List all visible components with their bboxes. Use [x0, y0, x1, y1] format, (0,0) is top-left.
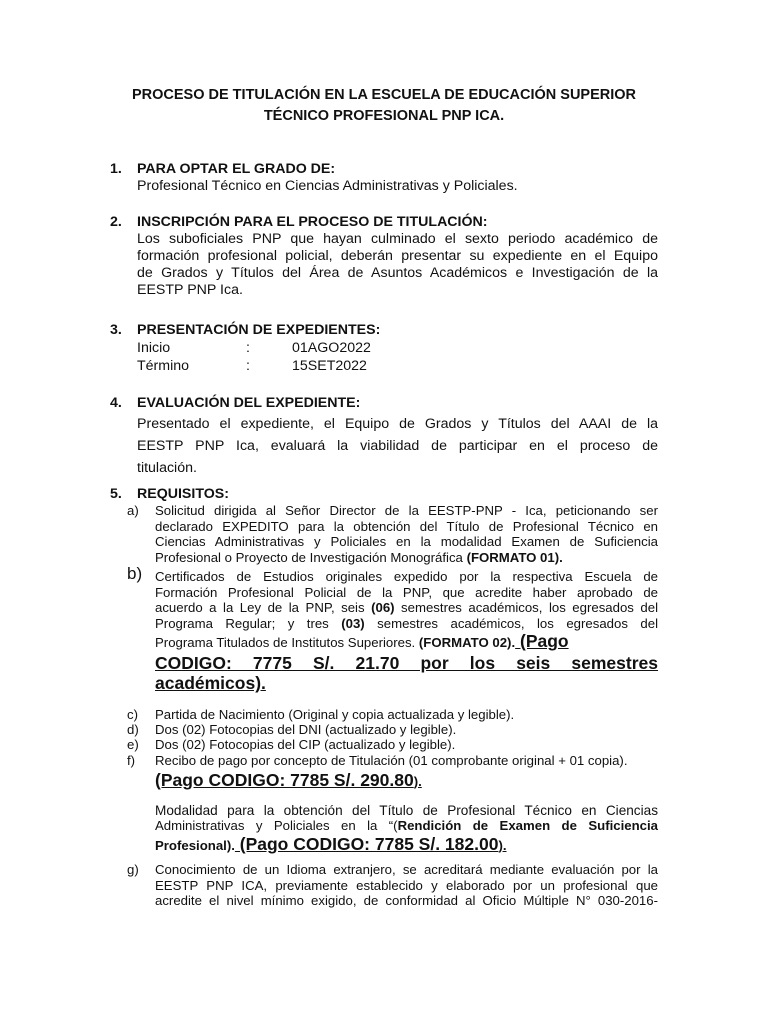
- item-line-text: semestres académicos, los egresados del: [364, 615, 658, 631]
- item-label: g): [127, 862, 139, 877]
- item-line-text: Programa Titulados de Institutos Superiores.: [155, 635, 419, 651]
- section-number: 3.: [110, 322, 122, 338]
- paragraph-line: EESTP PNP Ica.: [137, 282, 243, 298]
- modality-line: Modalidad para la obtención del Título de Profesional Técnico en Ciencias: [155, 802, 658, 818]
- start-date: 01AGO2022: [292, 340, 371, 356]
- item-label: d): [127, 722, 139, 737]
- payment-code-end: ).: [498, 837, 507, 853]
- item-line: Conocimiento de un Idioma extranjero, se acreditará mediante evaluación por la: [155, 862, 658, 877]
- payment-code-end: ).: [413, 773, 422, 789]
- item-line: [155, 631, 658, 651]
- item-line: Recibo de pago por concepto de Titulación (01 comprobante original + 01 copia).: [155, 753, 628, 768]
- payment-code: CODIGO: 7775 S/. 21.70 por los seis semestres: [155, 653, 658, 674]
- item-label: c): [127, 707, 138, 722]
- count-value: (03): [341, 615, 365, 631]
- payment-code: (Pago CODIGO: 7785 S/. 182.00: [234, 833, 499, 854]
- item-text: [155, 862, 658, 909]
- item-line: Ciencias Administrativas y Policiales en la modalidad Examen de Suficiencia: [155, 534, 658, 550]
- item-label: a): [127, 503, 139, 518]
- item-line: acredite el nivel mínimo exigido, de conformidad al Oficio Múltiple N° 030-2016-: [155, 893, 658, 909]
- item-line: [155, 616, 658, 632]
- format-reference: (FORMATO 01).: [466, 549, 563, 565]
- modality-line: [155, 818, 658, 834]
- modality-name: Rendición de Examen de Suficiencia: [397, 818, 658, 834]
- payment-code: académicos).: [155, 673, 266, 694]
- modality-text: Administrativas y Policiales en la “(: [155, 818, 398, 834]
- item-line-text: acuerdo a la Ley de la PNP, seis: [155, 600, 372, 616]
- section-heading: EVALUACIÓN DEL EXPEDIENTE:: [137, 395, 361, 411]
- item-text: Dos (02) Fotocopias del CIP (actualizado y legible).: [155, 737, 456, 752]
- item-line: declarado EXPEDITO para la obtención del Título de Profesional Técnico en: [155, 518, 658, 534]
- item-text: Dos (02) Fotocopias del DNI (actualizado y legible).: [155, 722, 457, 737]
- section-heading: REQUISITOS:: [137, 486, 229, 502]
- paragraph-line: Los suboficiales PNP que hayan culminado el sexto periodo académico de: [137, 231, 658, 247]
- item-line-text: semestres académicos, los egresados del: [394, 600, 659, 616]
- item-line-text: Programa Regular; y tres: [155, 615, 342, 631]
- item-line: Solicitud dirigida al Señor Director de la EESTP-PNP - Ica, peticionando ser: [155, 503, 658, 518]
- item-text: [155, 753, 658, 854]
- item-label: b): [127, 564, 143, 583]
- section-text: Profesional Técnico en Ciencias Administrativas y Policiales.: [137, 178, 518, 194]
- modality-line: [155, 834, 658, 854]
- start-label: Inicio: [137, 340, 171, 356]
- title-line-2: TÉCNICO PROFESIONAL PNP ICA.: [263, 108, 505, 124]
- section-number: 2.: [110, 214, 122, 230]
- format-reference: (FORMATO 02).: [418, 635, 516, 651]
- item-line: [155, 600, 658, 616]
- item-text: Partida de Nacimiento (Original y copia actualizada y legible).: [155, 707, 515, 722]
- document-title: [90, 85, 678, 127]
- paragraph-line: formación profesional policial, deberán presentar su expediente en el Equipo: [137, 248, 658, 264]
- dates-table: [137, 340, 437, 376]
- item-line: EESTP PNP ICA, previamente establecido y elaborado por un profesional que: [155, 877, 658, 893]
- payment-code: (Pago CODIGO: 7785 S/. 290.80: [155, 769, 414, 790]
- paragraph-line: EESTP PNP Ica, evaluará la viabilidad de participar en el proceso de: [137, 438, 658, 454]
- paragraph-line: de Grados y Títulos del Área de Asuntos Académicos e Investigación de la: [137, 265, 658, 281]
- section-paragraph: [137, 413, 658, 479]
- end-date: 15SET2022: [292, 358, 367, 374]
- item-line-text: Profesional o Proyecto de Investigación Monográfica: [155, 549, 467, 565]
- payment-code: (Pago: [515, 631, 569, 652]
- section-heading: INSCRIPCIÓN PARA EL PROCESO DE TITULACIÓN:: [137, 214, 488, 230]
- payment-line: [155, 770, 658, 790]
- paragraph-line: Presentado el expediente, el Equipo de Grados y Títulos del AAAI de la: [137, 416, 658, 432]
- modality-name: Profesional).: [155, 837, 235, 853]
- item-label: f): [127, 753, 136, 768]
- section-number: 1.: [110, 161, 122, 177]
- section-number: 4.: [110, 395, 122, 411]
- section-heading: PARA OPTAR EL GRADO DE:: [137, 161, 336, 177]
- section-paragraph: [137, 231, 658, 299]
- item-text: [155, 503, 658, 565]
- item-label: e): [127, 737, 139, 752]
- item-line: [155, 550, 658, 566]
- item-line: Formación Profesional Policial de la PNP, que acredite haber aprobado de: [155, 584, 658, 600]
- end-separator: :: [246, 358, 250, 374]
- start-separator: :: [246, 340, 250, 356]
- section-number: 5.: [110, 486, 122, 502]
- section-heading: PRESENTACIÓN DE EXPEDIENTES:: [137, 322, 381, 338]
- count-value: (06): [371, 600, 395, 616]
- paragraph-line: titulación.: [137, 460, 197, 476]
- item-text: [155, 569, 658, 693]
- item-line: Certificados de Estudios originales expedido por la respectiva Escuela de: [155, 569, 658, 584]
- end-label: Término: [137, 358, 190, 374]
- title-line-1: PROCESO DE TITULACIÓN EN LA ESCUELA DE EDUCACIÓN SUPERIOR: [131, 87, 637, 103]
